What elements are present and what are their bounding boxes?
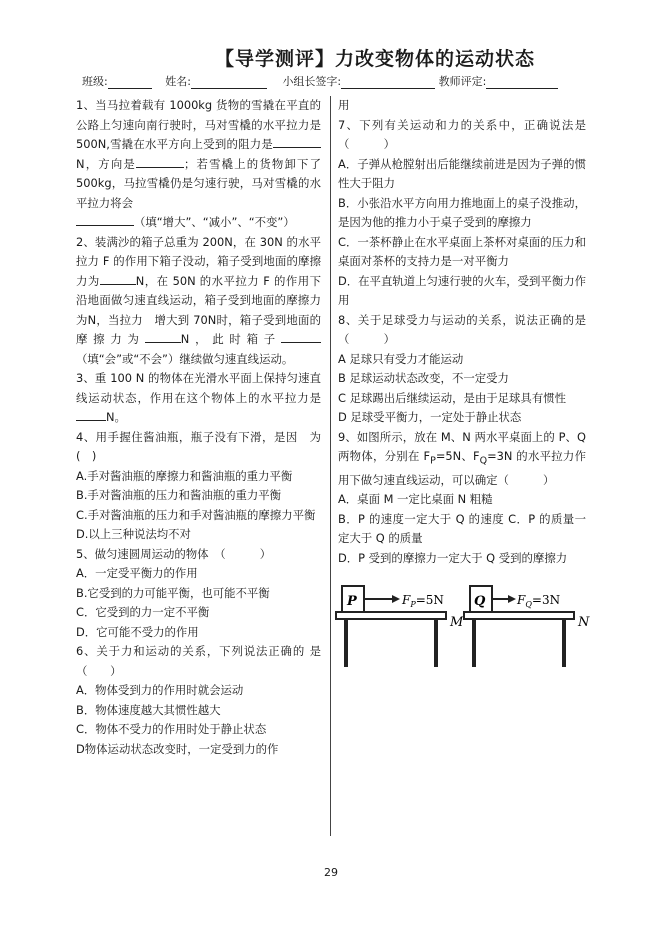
q5-option-c: C．它受到的力一定不平衡 <box>76 605 210 619</box>
q4-option-a: A.手对酱油瓶的摩擦力和酱油瓶的重力平衡 <box>76 468 293 483</box>
answer-blank[interactable] <box>136 155 184 168</box>
answer-blank[interactable] <box>100 272 136 285</box>
class-label: 班级: <box>82 75 108 88</box>
name-label: 姓名: <box>165 75 191 88</box>
answer-blank[interactable] <box>273 135 321 148</box>
block-p-label: P <box>347 594 357 610</box>
teacher-label: 教师评定: <box>438 75 487 88</box>
table-n-group <box>464 586 590 667</box>
right-column <box>338 96 590 679</box>
table-n-label: N <box>578 615 590 631</box>
q8-option-d: D 足球受平衡力，一定处于静止状态 <box>338 410 522 424</box>
q7-option-c: C．一茶杯静止在水平桌面上茶杯对桌面的压力和桌面对茶杯的支持力是一对平衡力 <box>338 234 586 268</box>
q5-option-b: B.它受到的力可能平衡，也可能不平衡 <box>76 585 270 600</box>
group-leader-blank[interactable] <box>341 77 435 89</box>
q6-option-d: D物体运动状态改变时，一定受到力的作 <box>76 741 279 756</box>
question-4: 4、用手握住酱油瓶，瓶子没有下滑，是因 为( ) <box>76 429 321 463</box>
table-n-leg-right <box>562 619 566 667</box>
teacher-blank[interactable] <box>486 77 558 89</box>
group-leader-label: 小组长签字: <box>282 75 342 88</box>
question-2: 2、装满沙的箱子总重为 200N，在 30N 的水平拉力 F 的作用下箱子没动，箱子受到地面的摩擦力为 N，在 50N 的水平拉力 F 的作用下沿地面做匀速直线运动，箱子受到地面的摩擦力为N，当拉力 增大到 70N时，箱子受到地面的摩擦力为 N，此时箱子（填“会”或“不会”）继续做匀速直线运动。 <box>76 234 321 366</box>
force-q-arrowhead <box>508 595 516 603</box>
answer-blank[interactable] <box>281 330 321 343</box>
q7-option-b: B．小张沿水平方向用力推地面上的桌子没推动，是因为他的推力小于桌子受到的摩擦力 <box>338 195 586 229</box>
q6-option-a: A．物体受到力的作用时就会运动 <box>76 683 244 697</box>
q4-option-c: C.手对酱油瓶的压力和手对酱油瓶的摩擦力平衡 <box>76 507 316 522</box>
q8-option-b: B 足球运动状态改变，不一定受力 <box>338 371 509 385</box>
table-m-label: M <box>450 615 464 631</box>
q4-option-d: D.以上三种说法均不对 <box>76 527 191 541</box>
page-number: 29 <box>324 866 338 879</box>
question-3: 3、重 100 N 的物体在光滑水平面上保持匀速直线运动状态，作用在这个物体上的水平拉力是N。 <box>76 371 321 424</box>
table-m-group <box>336 586 464 667</box>
force-diagram-svg <box>334 576 596 672</box>
answer-blank[interactable] <box>145 330 181 343</box>
question-1: 1、当马拉着载有 1000kg 货物的雪撬在平直的公路上匀速向南行驶时，马对雪橇的水平拉力是 500N,雪撬在水平方向上受到的阻力是N，方向是 ；若雪橇上的货物卸下了 500kg，马拉雪橇仍是匀速行驶，马对雪橇的水平拉力将会 （填“增大”、“减小”、“不变”） <box>76 98 321 229</box>
q7-option-d: D．在平直轨道上匀速行驶的火车，受到平衡力作用 <box>338 273 586 307</box>
force-p-arrowhead <box>392 595 400 603</box>
q5-option-d: D．它可能不受力的作用 <box>76 624 199 639</box>
q5-option-a: A．一定受平衡力的作用 <box>76 566 198 580</box>
table-n-leg-left <box>472 619 476 667</box>
question-9: 9、如图所示，放在 M、N 两水平桌面上的 P、Q 两物体，分别在 $F_P=5N$、$F_Q=3N$ 的水平拉力作用下做匀速直线运动，可以确定（ ） <box>338 429 586 487</box>
name-blank[interactable] <box>191 77 267 89</box>
force-diagram <box>334 576 590 679</box>
block-q-label: Q <box>474 594 486 610</box>
table-m-top <box>336 612 446 619</box>
question-7: 7、下列有关运动和力的关系中，正确说法是（ ） <box>338 117 586 151</box>
page-title: 【导学测评】力改变物体的运动状态 <box>214 48 535 70</box>
q9-option-a: A．桌面 M 一定比桌面 N 粗糙 <box>338 492 493 507</box>
answer-blank[interactable] <box>76 408 106 421</box>
q6-option-d-continued: 用 <box>338 98 350 112</box>
q7-option-a: A．子弹从枪膛射出后能继续前进是因为子弹的惯性大于阻力 <box>338 156 586 190</box>
question-5: 5、做匀速圆周运动的物体 （ ） <box>76 546 272 561</box>
answer-blank[interactable] <box>76 213 134 226</box>
left-column <box>76 96 321 759</box>
table-m-leg-right <box>434 619 438 667</box>
table-n-top <box>464 612 574 619</box>
class-blank[interactable] <box>108 77 152 89</box>
force-p-label: $F_P=5N$ <box>402 593 444 610</box>
q4-option-b: B.手对酱油瓶的压力和酱油瓶的重力平衡 <box>76 488 282 502</box>
q6-option-c: C．物体不受力的作用时处于静止状态 <box>76 722 267 736</box>
q9-option-bc: B．P 的速度一定大于 Q 的速度 C．P 的质量一定大于 Q 的质量 <box>338 511 586 546</box>
q8-option-c: C 足球踢出后继续运动，是由于足球具有惯性 <box>338 390 566 405</box>
q6-option-b: B．物体速度越大其惯性越大 <box>76 702 221 717</box>
column-divider <box>330 96 331 836</box>
question-8: 8、关于足球受力与运动的关系，说法正确的是（ ） <box>338 312 586 346</box>
q8-option-a: A 足球只有受力才能运动 <box>338 351 464 366</box>
question-6: 6、关于力和运动的关系，下列说法正确的 是（ ） <box>76 644 321 678</box>
student-info-line <box>82 73 602 89</box>
table-m-leg-left <box>344 619 348 667</box>
q9-option-d: D．P 受到的摩擦力一定大于 Q 受到的摩擦力 <box>338 550 568 565</box>
force-q-label: $F_Q=3N$ <box>517 593 561 610</box>
